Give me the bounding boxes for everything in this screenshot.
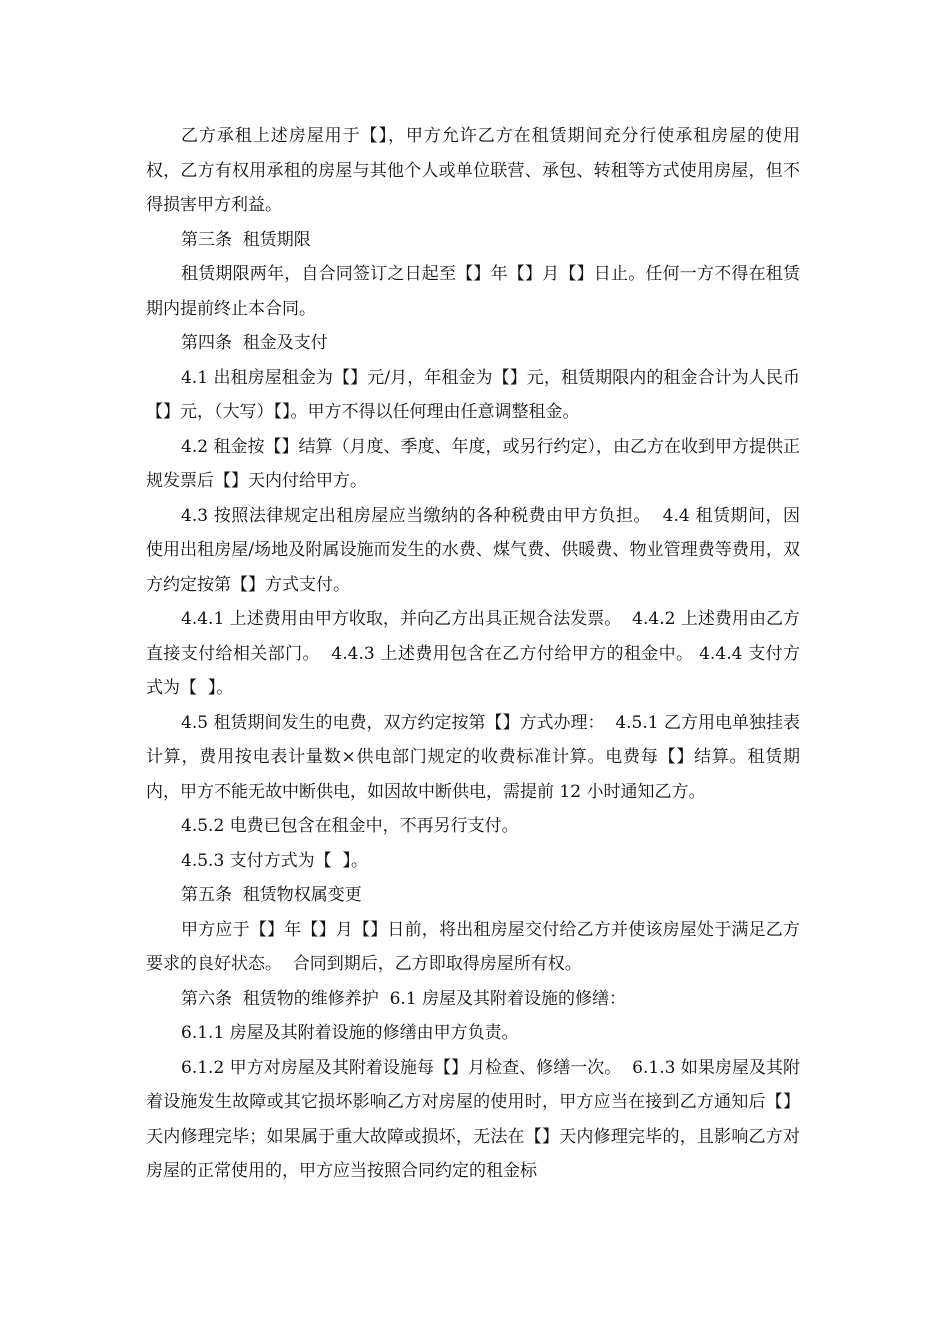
paragraph-4-5: 4.5 租赁期间发生的电费，双方约定按第【】方式办理： 4.5.1 乙方用电单独挂表计算，费用按电表计量数×供电部门规定的收费标准计算。电费每【】结算。租赁期内，甲方不能无故中断供电，如因故中断供电，需提前 12 小时通知乙方。 [146,712,800,802]
paragraph-lease-term: 租赁期限两年，自合同签订之日起至【】年【】月【】日止。任何一方不得在租赁期内提前终止本合同。 [146,264,800,319]
heading-article-6: 第六条 租赁物的维修养护 6.1 房屋及其附着设施的修缮： [181,988,627,1009]
heading-article-4: 第四条 租金及支付 [181,333,328,353]
paragraph-4-2: 4.2 租金按【】结算（月度、季度、年度，或另行约定），由乙方在收到甲方提供正规发票后【】天内付给甲方。 [146,436,800,491]
document-page [146,119,800,1189]
heading-article-3: 第三条 租赁期限 [181,229,311,250]
paragraph-4-5-3: 4.5.3 支付方式为【 】。 [181,850,368,871]
heading-article-5: 第五条 租赁物权属变更 [181,885,362,905]
paragraph-4-4-1: 4.4.1 上述费用由甲方收取，并向乙方出具正规合法发票。 4.4.2 上述费用由乙方直接支付给相关部门。 4.4.3 上述费用包含在乙方付给甲方的租金中。 4.4.4 支付方式为【 】。 [146,609,800,698]
paragraph-4-1: 4.1 出租房屋租金为【】元/月，年租金为【】元，租赁期限内的租金合计为人民币【】元，（大写）【】。甲方不得以任何理由任意调整租金。 [146,367,800,422]
paragraph-usage: 乙方承租上述房屋用于【】，甲方允许乙方在租赁期间充分行使承租房屋的使用权，乙方有权用承租的房屋与其他个人或单位联营、承包、转租等方式使用房屋，但不得损害甲方利益。 [146,126,800,215]
paragraph-6-1-1: 6.1.1 房屋及其附着设施的修缮由甲方负责。 [181,1023,519,1043]
paragraph-4-3: 4.3 按照法律规定出租房屋应当缴纳的各种税费由甲方负担。 4.4 租赁期间，因使用出租房屋/场地及附属设施而发生的水费、煤气费、供暖费、物业管理费等费用，双方约定按第【】方式支付。 [146,505,800,595]
paragraph-4-5-2: 4.5.2 电费已包含在租金中，不再另行支付。 [181,816,519,836]
paragraph-delivery: 甲方应于【】年【】月【】日前，将出租房屋交付给乙方并使该房屋处于满足乙方要求的良好状态。 合同到期后，乙方即取得房屋所有权。 [146,919,800,974]
paragraph-6-1-2: 6.1.2 甲方对房屋及其附着设施每【】月检查、修缮一次。 6.1.3 如果房屋及其附着设施发生故障或其它损坏影响乙方对房屋的使用时，甲方应当在接到乙方通知后【】天内修理完毕；如果属于重大故障或损坏，无法在【】天内修理完毕的，且影响乙方对房屋的正常使用的，甲方应当按照合同约定的租金标 [146,1057,800,1181]
